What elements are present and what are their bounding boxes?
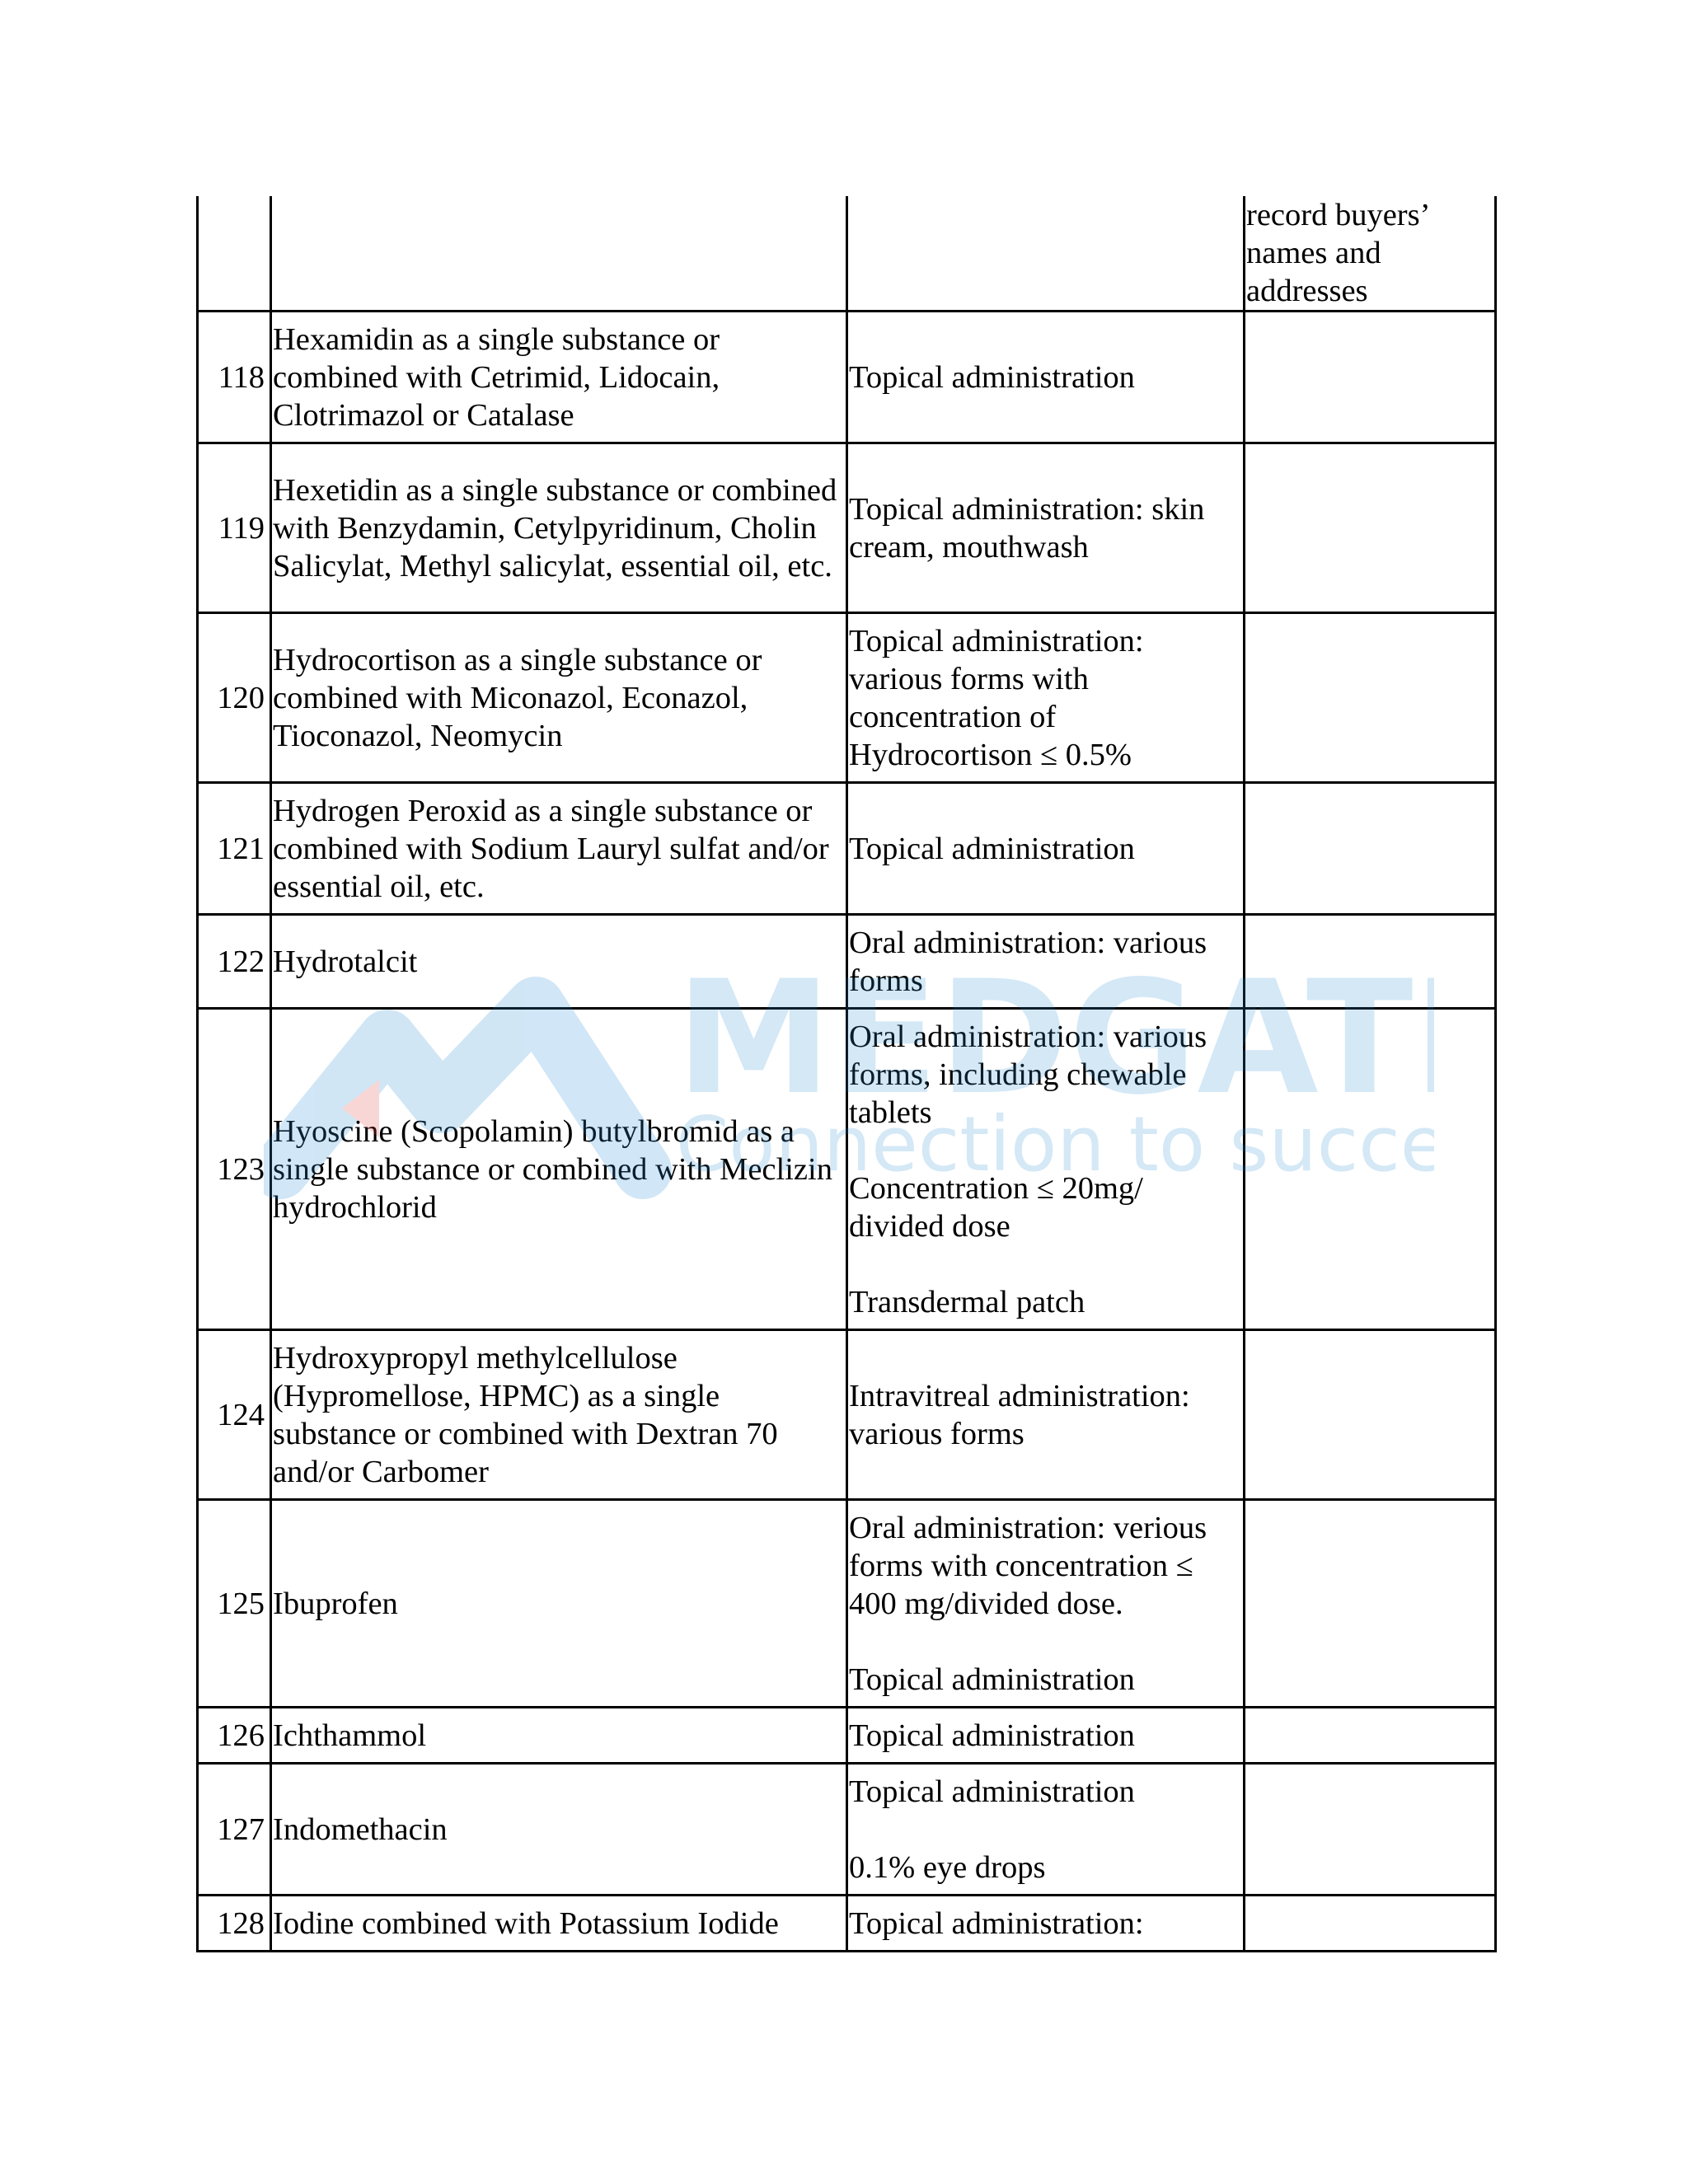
- administration-cell: [847, 1500, 1245, 1708]
- table-row: [198, 443, 1496, 613]
- substance-name: Hexetidin as a single substance or combined with Benzydamin, Cetylpyridinum, Cholin Salicylat, Methyl salicylat, essential oil, etc.: [271, 443, 847, 613]
- administration-text: Oral administration: various forms: [849, 925, 1207, 998]
- administration-cell: [847, 1330, 1245, 1500]
- table-row: [198, 613, 1496, 783]
- substance-name: Hydrotalcit: [271, 915, 847, 1009]
- administration-cell: [847, 196, 1245, 312]
- row-number: 123: [198, 1009, 271, 1330]
- note-cell: [1245, 1708, 1496, 1764]
- administration-cell: [847, 1896, 1245, 1952]
- administration-text: Topical administration: [849, 1661, 1135, 1697]
- row-number: 121: [198, 783, 271, 915]
- administration-text: Concentration ≤ 20mg/ divided dose: [849, 1170, 1143, 1244]
- table-row: [198, 1764, 1496, 1896]
- administration-text: Topical administration: [849, 1718, 1135, 1753]
- administration-text: Topical administration:: [849, 1905, 1144, 1941]
- row-number: 118: [198, 312, 271, 443]
- table-row: [198, 1330, 1496, 1500]
- administration-text: Intravitreal administration: various forms: [849, 1378, 1190, 1451]
- watermark-tagline: Connection to succe: [676, 1100, 1434, 1188]
- note-cell: [1245, 1764, 1496, 1896]
- substance-name: Hydroxypropyl methylcellulose (Hypromellose, HPMC) as a single substance or combined with Dextran 70 and/or Carbomer: [271, 1330, 847, 1500]
- substance-name: Indomethacin: [271, 1764, 847, 1896]
- administration-text: Topical administration: [849, 359, 1135, 395]
- table-row: [198, 1896, 1496, 1952]
- note-cell: [1245, 312, 1496, 443]
- administration-cell: [847, 783, 1245, 915]
- table-row: [198, 1708, 1496, 1764]
- administration-cell: [847, 613, 1245, 783]
- note-cell: record buyers’ names and addresses: [1245, 196, 1496, 312]
- substance-name: Hyoscine (Scopolamin) butylbromid as a single substance or combined with Meclizin hydrochlorid: [271, 1009, 847, 1330]
- note-cell: [1245, 1896, 1496, 1952]
- administration-cell: [847, 1009, 1245, 1330]
- administration-cell: [847, 915, 1245, 1009]
- substance-name: Hydrocortison as a single substance or combined with Miconazol, Econazol, Tioconazol, Neomycin: [271, 613, 847, 783]
- table-row: [198, 915, 1496, 1009]
- table-row: [198, 1500, 1496, 1708]
- note-cell: [1245, 1330, 1496, 1500]
- administration-text: Topical administration: skin cream, mouthwash: [849, 491, 1205, 565]
- watermark-brand: MEDGAT: [676, 947, 1414, 1129]
- row-number: 128: [198, 1896, 271, 1952]
- note-cell: [1245, 1500, 1496, 1708]
- row-number: 122: [198, 915, 271, 1009]
- table-row: [198, 312, 1496, 443]
- administration-cell: [847, 1764, 1245, 1896]
- administration-cell: [847, 443, 1245, 613]
- note-cell: [1245, 783, 1496, 915]
- row-number: [198, 196, 271, 312]
- administration-text: 0.1% eye drops: [849, 1849, 1046, 1885]
- row-number: 120: [198, 613, 271, 783]
- row-number: 125: [198, 1500, 271, 1708]
- administration-text: Topical administration: [849, 1774, 1135, 1809]
- administration-text: Topical administration: various forms with concentration of Hydrocortison ≤ 0.5%: [849, 623, 1144, 772]
- administration-text: Topical administration: [849, 831, 1135, 866]
- administration-text: Oral administration: various forms, including chewable tablets: [849, 1019, 1207, 1130]
- row-number: 127: [198, 1764, 271, 1896]
- table-row: [198, 1009, 1496, 1330]
- drug-table: [196, 196, 1497, 1952]
- table-body: [198, 196, 1496, 1952]
- row-number: 126: [198, 1708, 271, 1764]
- note-cell: [1245, 915, 1496, 1009]
- substance-name: Iodine combined with Potassium Iodide: [271, 1896, 847, 1952]
- substance-name: Hydrogen Peroxid as a single substance or combined with Sodium Lauryl sulfat and/or essential oil, etc.: [271, 783, 847, 915]
- note-cell: [1245, 613, 1496, 783]
- administration-cell: [847, 1708, 1245, 1764]
- table-row: [198, 783, 1496, 915]
- note-cell: [1245, 1009, 1496, 1330]
- administration-text: Oral administration: verious forms with concentration ≤ 400 mg/divided dose.: [849, 1510, 1207, 1621]
- administration-text: Transdermal patch: [849, 1284, 1085, 1319]
- substance-name: Hexamidin as a single substance or combined with Cetrimid, Lidocain, Clotrimazol or Catalase: [271, 312, 847, 443]
- table-row: [198, 196, 1496, 312]
- row-number: 119: [198, 443, 271, 613]
- administration-cell: [847, 312, 1245, 443]
- substance-name: [271, 196, 847, 312]
- substance-name: Ibuprofen: [271, 1500, 847, 1708]
- note-cell: [1245, 443, 1496, 613]
- row-number: 124: [198, 1330, 271, 1500]
- substance-name: Ichthammol: [271, 1708, 847, 1764]
